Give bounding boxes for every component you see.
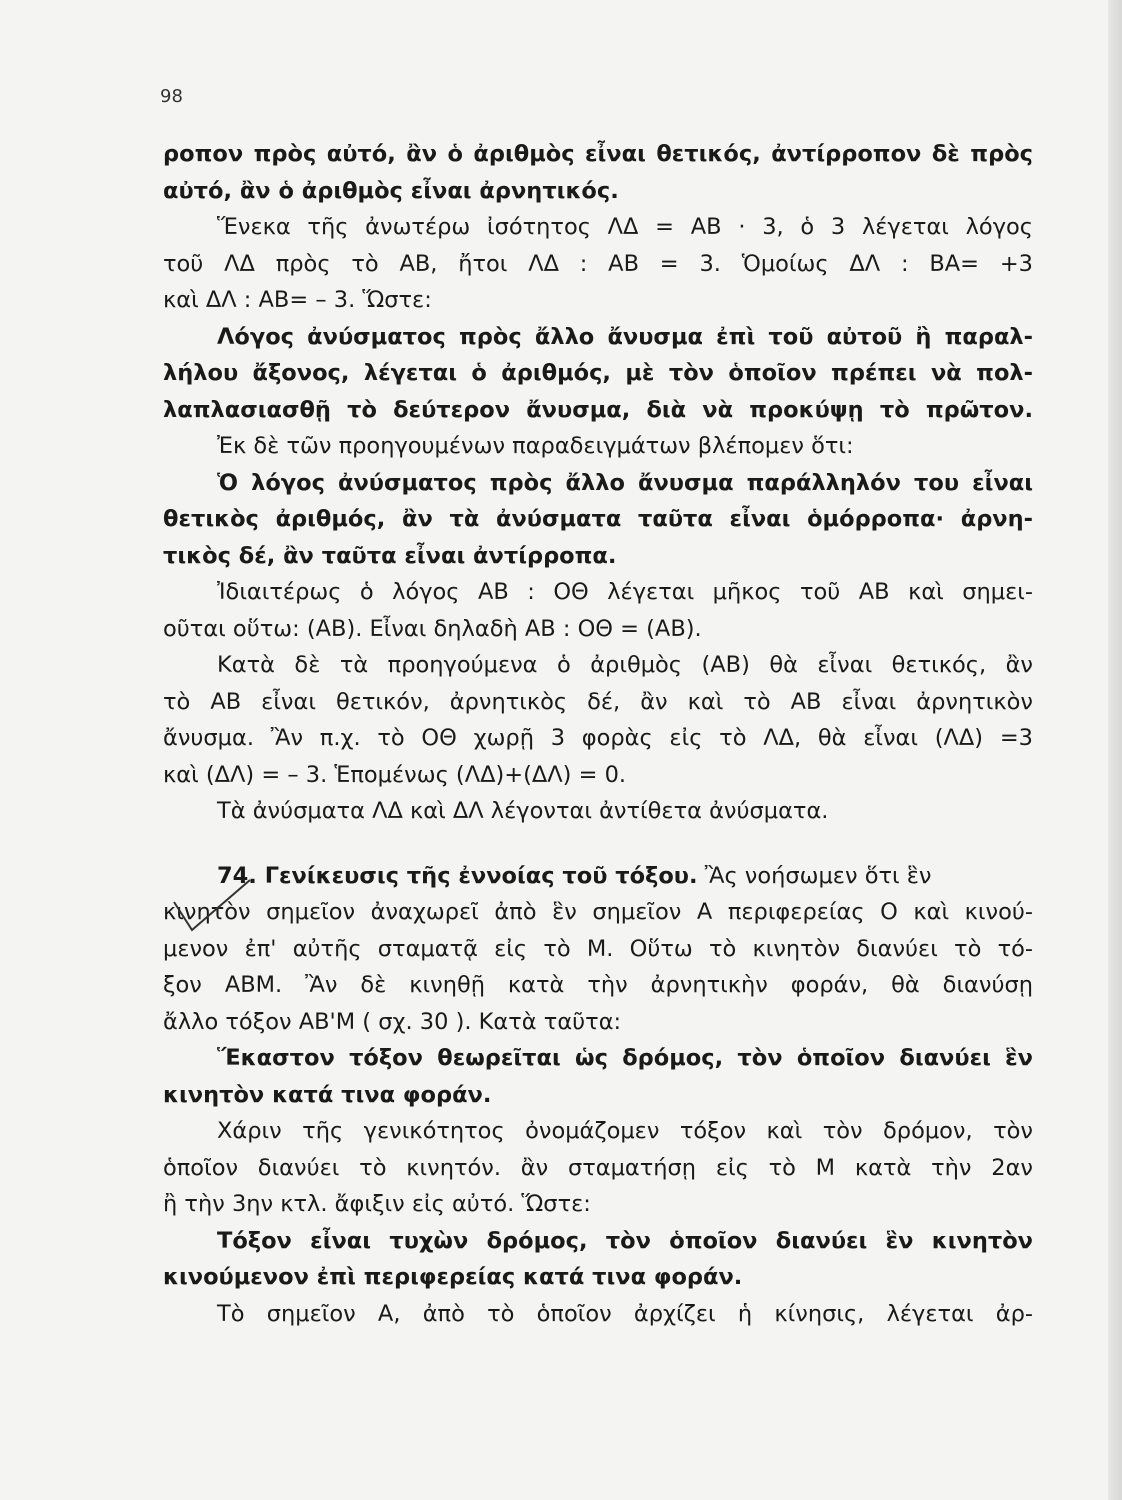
text-line: τικὸς δέ, ἂν ταῦτα εἶναι ἀντίρροπα. [163,542,617,569]
text-line: ξον ΑΒΜ. Ἂν δὲ κινηθῇ κατὰ τὴν ἀρνητικὴν φοράν, θὰ διανύσῃ [163,972,1033,998]
text-line: οῦται οὕτω: (ΑΒ). Εἶναι δηλαδὴ ΑΒ : ΟΘ = (ΑΒ). [163,615,702,642]
text-line: Λόγος ἀνύσματος πρὸς ἄλλο ἄνυσμα ἐπὶ τοῦ αὐτοῦ ἢ παραλ- [217,323,1033,350]
page-body [163,136,1043,1332]
text-line: Ἕνεκα τῆς ἀνωτέρω ἰσότητος ΛΔ = ΑΒ · 3, ὁ 3 λέγεται λόγος [217,214,1033,240]
text-line: Ὁ λόγος ἀνύσματος πρὸς ἄλλο ἄνυσμα παράλληλόν του εἶναι [217,469,1033,496]
text-line: λήλου ἄξονος, λέγεται ὁ ἀριθμός, μὲ τὸν ὁποῖον πρέπει νὰ πολ- [163,360,1033,386]
text-line: ἄλλο τόξον ΑΒ'Μ ( σχ. 30 ). Κατὰ ταῦτα: [163,1008,622,1035]
text-line: Τόξον εἶναι τυχὼν δρόμος, τὸν ὁποῖον διανύει ἓν κινητὸν [217,1227,1033,1254]
text-line: ὁποῖον διανύει τὸ κινητόν. ἂν σταματήσῃ εἰς τὸ Μ κατὰ τὴν 2αν [163,1154,1033,1181]
text-line: θετικὸς ἀριθμός, ἂν τὰ ἀνύσματα ταῦτα εἶναι ὁμόρροπα· ἀρνη- [163,506,1033,532]
text-line: τοῦ ΛΔ πρὸς τὸ ΑΒ, ἤτοι ΛΔ : ΑΒ = 3. Ὁμοίως ΔΛ : ΒΑ= +3 [163,250,1033,277]
section-heading: 74. Γενίκευσις τῆς ἐννοίας τοῦ τόξου. [217,862,698,889]
text-line: Κατὰ δὲ τὰ προηγούμενα ὁ ἀριθμὸς (ΑΒ) θὰ εἶναι θετικός, ἂν [217,652,1033,678]
page-edge [1108,0,1122,1500]
text-line: ἄνυσμα. Ἂν π.χ. τὸ ΟΘ χωρῇ 3 φορὰς εἰς τὸ ΛΔ, θὰ εἶναι (ΛΔ) =3 [163,725,1033,751]
text-line: ἢ τὴν 3ην κτλ. ἄφιξιν εἰς αὐτό. Ὥστε: [163,1191,591,1217]
text-line: Ἕκαστον τόξον θεωρεῖται ὡς δρόμος, τὸν ὁποῖον διανύει ἓν [217,1045,1033,1071]
page-number: 98 [160,86,183,107]
text-line: κινητὸν σημεῖον ἀναχωρεῖ ἀπὸ ἓν σημεῖον Α περιφερείας Ο καὶ κινού- [163,899,1033,925]
text-line: Τὰ ἀνύσματα ΛΔ καὶ ΔΛ λέγονται ἀντίθετα ἀνύσματα. [217,798,829,824]
text-line: αὐτό, ἂν ὁ ἀριθμὸς εἶναι ἀρνητικός. [163,177,619,204]
handwritten-check-mark [170,878,260,938]
text-line: ροπον πρὸς αὐτό, ἂν ὁ ἀριθμὸς εἶναι θετικός, ἀντίρροπον δὲ πρὸς [163,141,1033,167]
text-line: καὶ (ΔΛ) = – 3. Ἑπομένως (ΛΔ)+(ΔΛ) = 0. [163,761,627,788]
section-gap [163,830,1043,858]
text-line: μενον ἐπ' αὐτῆς σταματᾷ εἰς τὸ Μ. Οὕτω τὸ κινητὸν διανύει τὸ τό- [163,935,1033,962]
text-line: Χάριν τῆς γενικότητος ὀνομάζομεν τόξον καὶ τὸν δρόμον, τὸν [217,1118,1033,1144]
text-line: λαπλασιασθῇ τὸ δεύτερον ἄνυσμα, διὰ νὰ προκύψῃ τὸ πρῶτον. [163,396,1033,423]
text-line: κινούμενον ἐπὶ περιφερείας κατά τινα φοράν. [163,1264,743,1290]
text-line: Ἐκ δὲ τῶν προηγουμένων παραδειγμάτων βλέπομεν ὅτι: [217,433,854,459]
section-heading-line: 74. Γενίκευσις τῆς ἐννοίας τοῦ τόξου. Ἂς νοήσωμεν ὅτι ἓν [217,862,932,889]
text-line: καὶ ΔΛ : ΑΒ= – 3. Ὥστε: [163,287,432,313]
text-line: Τὸ σημεῖον Α, ἀπὸ τὸ ὁποῖον ἀρχίζει ἡ κίνησις, λέγεται ἀρ- [217,1300,1033,1327]
text-line: τὸ ΑΒ εἶναι θετικόν, ἀρνητικὸς δέ, ἂν καὶ τὸ ΑΒ εἶναι ἀρνητικὸν [163,688,1033,715]
text-line: Ἰδιαιτέρως ὁ λόγος ΑΒ : ΟΘ λέγεται μῆκος τοῦ ΑΒ καὶ σημει- [217,579,1033,605]
text-line: κινητὸν κατά τινα φοράν. [163,1081,492,1108]
